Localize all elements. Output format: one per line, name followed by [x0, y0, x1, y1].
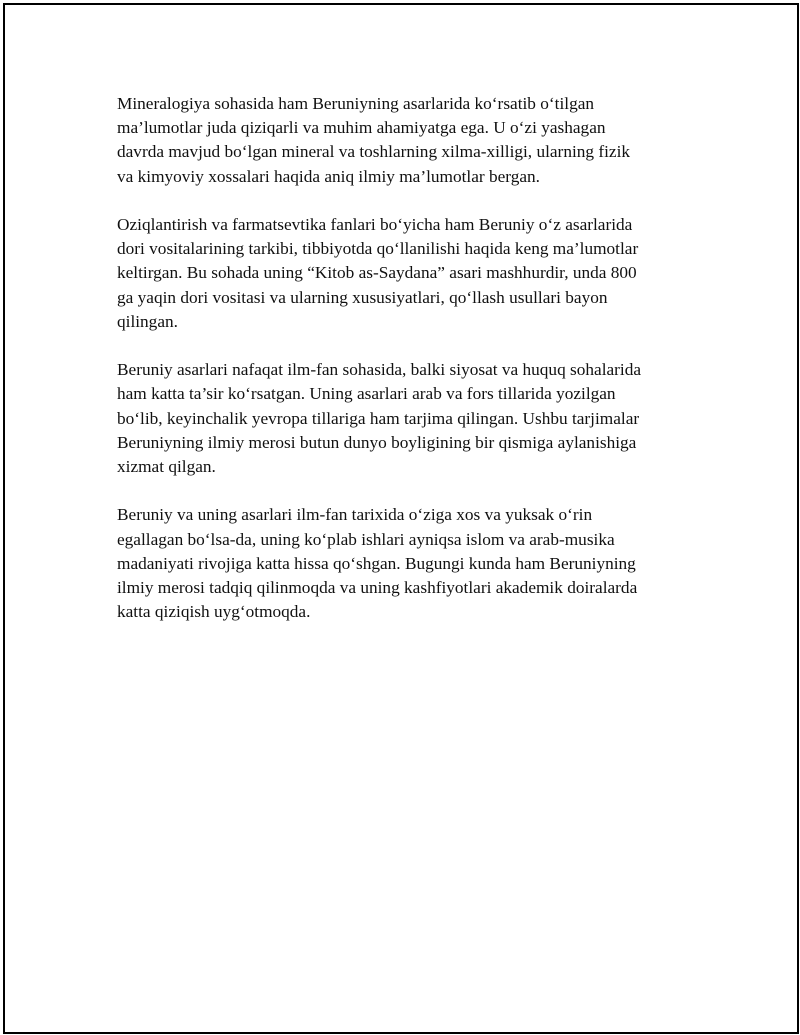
- paragraph-line: Beruniyning ilmiy merosi butun dunyo boyligining bir qismiga aylanishiga: [117, 432, 637, 452]
- paragraph-line: madaniyati rivojiga katta hissa qo‘shgan. Bugungi kunda ham Beruniyning: [117, 553, 636, 573]
- paragraph-line: ga yaqin dori vositasi va ularning xususiyatlari, qo‘llash usullari bayon: [117, 287, 608, 307]
- paragraph-line: dori vositalarining tarkibi, tibbiyotda qo‘llanilishi haqida keng ma’lumotlar: [117, 239, 639, 259]
- paragraph-legacy: [117, 503, 677, 624]
- paragraph-line: ma’lumotlar juda qiziqarli va muhim ahamiyatga ega. U o‘zi yashagan: [117, 118, 606, 138]
- paragraph-line: katta qiziqish uyg‘otmoqda.: [117, 602, 311, 622]
- paragraph-line: Oziqlantirish va farmatsevtika fanlari bo‘yicha ham Beruniy o‘z asarlarida: [117, 215, 633, 234]
- paragraph-line: ilmiy merosi tadqiq qilinmoqda va uning kashfiyotlari akademik doiralarda: [117, 578, 638, 598]
- paragraph-line: qilingan.: [117, 311, 178, 331]
- paragraph-line: bo‘lib, keyinchalik yevropa tillariga ham tarjima qilingan. Ushbu tarjimalar: [117, 408, 640, 428]
- paragraph-line: Beruniy asarlari nafaqat ilm-fan sohasida, balki siyosat va huquq sohalarida: [117, 360, 642, 380]
- paragraph-pharmacology: [117, 213, 677, 334]
- paragraph-line: xizmat qilgan.: [117, 457, 216, 477]
- paragraph-line: ham katta ta’sir ko‘rsatgan. Uning asarlari arab va fors tillarida yozilgan: [117, 384, 616, 404]
- paragraph-line: keltirgan. Bu sohada uning “Kitob as-Saydana” asari mashhurdir, unda 800: [117, 263, 637, 283]
- paragraph-line: davrda mavjud bo‘lgan mineral va toshlarning xilma-xilligi, ularning fizik: [117, 142, 631, 162]
- paragraph-influence: [117, 358, 677, 479]
- paragraph-line: Beruniy va uning asarlari ilm-fan tarixida o‘ziga xos va yuksak o‘rin: [117, 505, 593, 525]
- paragraph-line: egallagan bo‘lsa-da, uning ko‘plab ishlari ayniqsa islom va arab-musika: [117, 529, 615, 549]
- paragraph-line: va kimyoviy xossalari haqida aniq ilmiy ma’lumotlar bergan.: [117, 166, 540, 186]
- paragraph-line: Mineralogiya sohasida ham Beruniyning asarlarida ko‘rsatib o‘tilgan: [117, 94, 595, 113]
- paragraph-mineralogy: [117, 92, 677, 189]
- document-body: [117, 92, 677, 649]
